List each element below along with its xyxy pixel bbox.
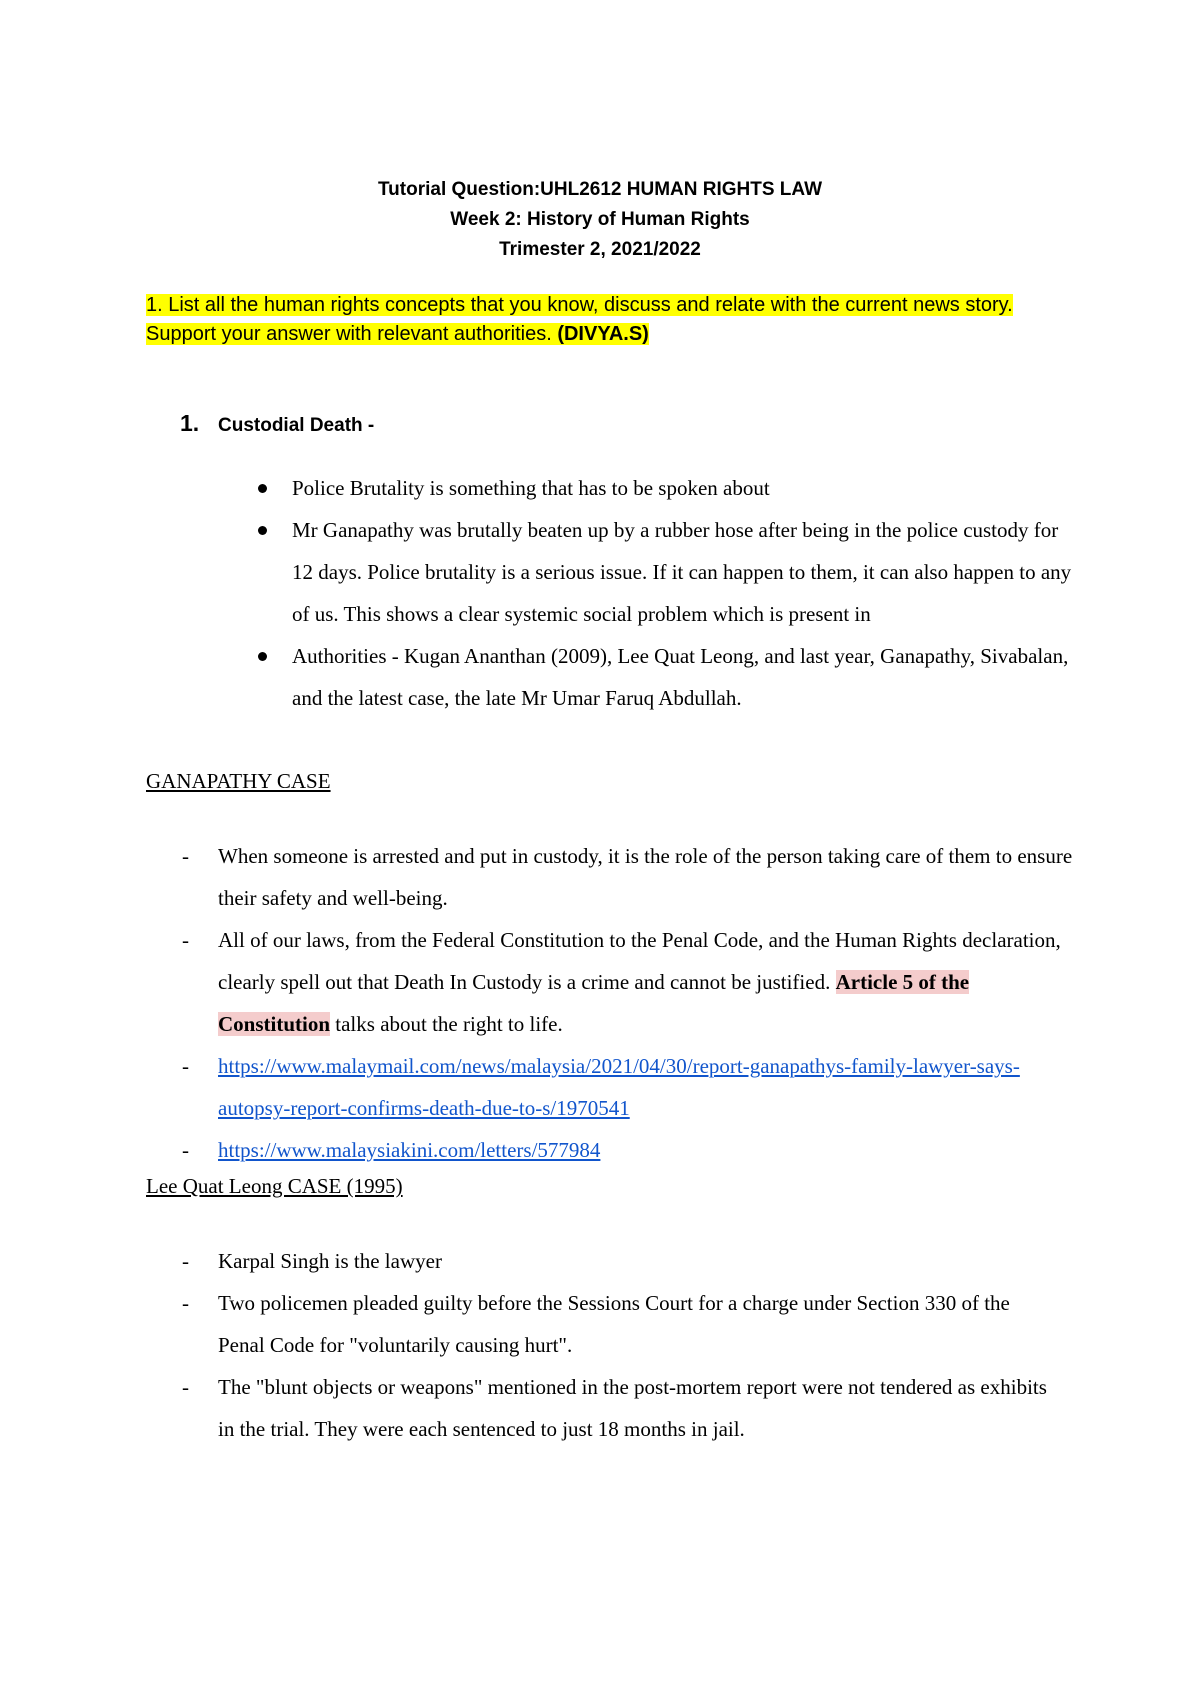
- tutorial-question: [146, 291, 1046, 349]
- list-item: [254, 467, 1074, 509]
- list-item-text: Karpal Singh is the lawyer: [218, 1249, 442, 1273]
- dash-bullet: -: [182, 1054, 189, 1078]
- list-item-text: Two policemen pleaded guilty before the Sessions Court for a charge under Section 330 of the Penal Code for "voluntarily causing hurt".: [218, 1291, 1010, 1357]
- section-number: 1.: [180, 410, 200, 436]
- list-item: [182, 835, 1082, 919]
- bullet-text: Authorities - Kugan Ananthan (2009), Lee Quat Leong, and last year, Ganapathy, Sivabalan, and the latest case, the late Mr Umar Faruq Abdullah.: [292, 644, 1069, 710]
- ganapathy-case-list: [182, 835, 1082, 1171]
- ganapathy-case-heading: GANAPATHY CASE: [146, 769, 331, 793]
- document-header: [0, 175, 1200, 265]
- list-item-text-end: talks about the right to life.: [330, 1012, 563, 1036]
- dash-bullet: -: [182, 1249, 189, 1273]
- question-text: 1. List all the human rights concepts that you know, discuss and relate with the current news story. Support your answer with relevant authorities.: [146, 294, 1013, 345]
- list-item-text: When someone is arrested and put in custody, it is the role of the person taking care of them to ensure their safety and well-being.: [218, 844, 1073, 910]
- custodial-death-bullet-list: [254, 467, 1074, 719]
- dash-bullet: -: [182, 1291, 189, 1315]
- malaymail-link[interactable]: https://www.malaymail.com/news/malaysia/2021/04/30/report-ganapathys-family-lawyer-says-autopsy-report-confirms-death-due-to-s/1970541: [218, 1054, 1020, 1120]
- lee-quat-leong-case-list: [182, 1240, 1052, 1450]
- list-item: [182, 1282, 1052, 1366]
- section-heading: [180, 410, 374, 437]
- header-trimester: Trimester 2, 2021/2022: [499, 239, 701, 260]
- bullet-text: Mr Ganapathy was brutally beaten up by a rubber hose after being in the police custody for 12 days. Police brutality is a serious issue. If it can happen to them, it can also happen to any of us. This shows a clear systemic social problem which is present in: [292, 518, 1072, 626]
- list-item: [182, 1045, 1082, 1129]
- question-author: (DIVYA.S): [557, 323, 649, 345]
- list-item: [254, 509, 1074, 635]
- list-item-text: All of our laws, from the Federal Constitution to the Penal Code, and the Human Rights declaration, clearly spell out that Death In Custody is a crime and cannot be justified.: [218, 928, 1061, 994]
- bullet-icon: [258, 484, 267, 493]
- article-5-highlight: Article 5 of the Constitution: [218, 970, 970, 1036]
- list-item: [182, 1240, 1052, 1282]
- list-item: [182, 919, 1082, 1045]
- dash-bullet: -: [182, 1375, 189, 1399]
- header-course-title: Tutorial Question:UHL2612 HUMAN RIGHTS LAW: [377, 179, 823, 200]
- bullet-icon: [258, 652, 267, 661]
- list-item: [254, 635, 1074, 719]
- malaysiakini-link[interactable]: https://www.malaysiakini.com/letters/577984: [218, 1138, 601, 1162]
- bullet-text: Police Brutality is something that has to be spoken about: [292, 476, 770, 500]
- list-item: [182, 1129, 1082, 1171]
- section-title: Custodial Death -: [218, 415, 375, 436]
- header-week-title: Week 2: History of Human Rights: [450, 209, 750, 230]
- lee-quat-leong-case-heading: Lee Quat Leong CASE (1995): [146, 1174, 403, 1198]
- list-item-text: The "blunt objects or weapons" mentioned in the post-mortem report were not tendered as exhibits in the trial. They were each sentenced to just 18 months in jail.: [218, 1375, 1047, 1441]
- dash-bullet: -: [182, 1138, 189, 1162]
- list-item: [182, 1366, 1052, 1450]
- dash-bullet: -: [182, 844, 189, 868]
- bullet-icon: [258, 526, 267, 535]
- dash-bullet: -: [182, 928, 189, 952]
